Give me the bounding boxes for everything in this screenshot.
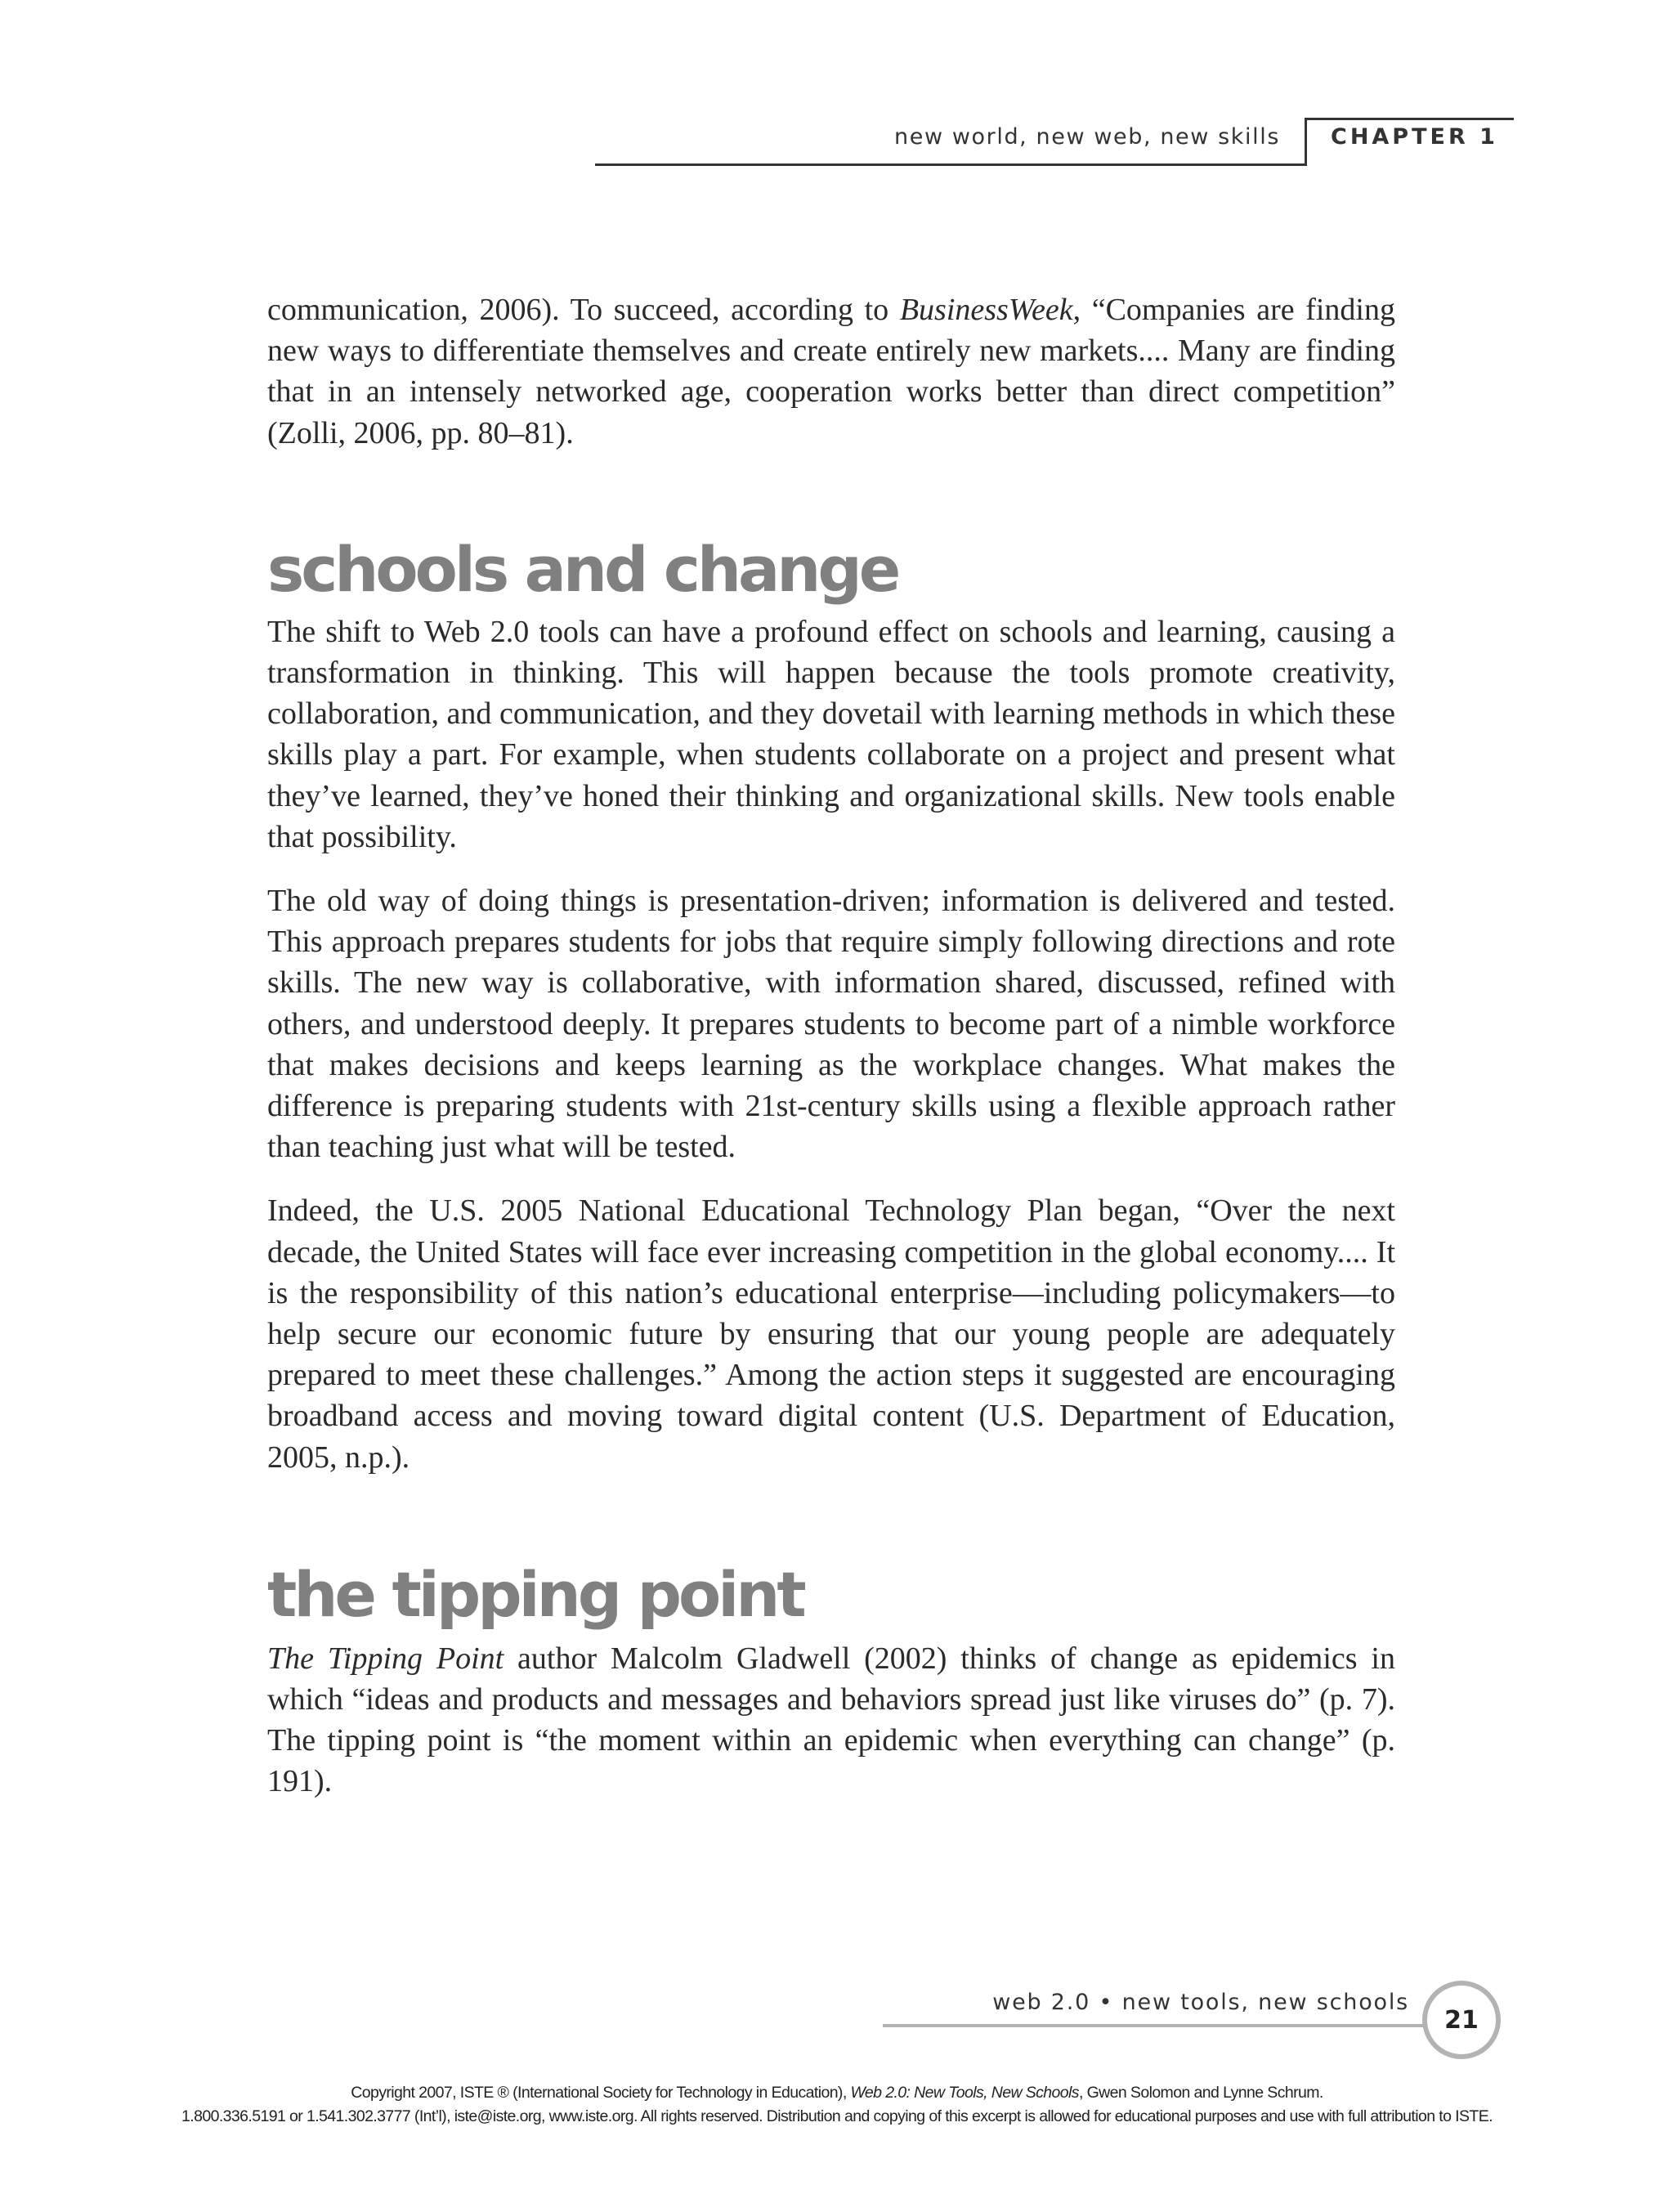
running-footer: [883, 1978, 1520, 2076]
page-body: [267, 289, 1395, 1802]
intro-paragraph: [267, 289, 1395, 454]
paragraph: Indeed, the U.S. 2005 National Educational Technology Plan began, “Over the next decade, the United States will face ever increasing competition in the global economy.... It is the responsibility of this nation’s educational enterprise—including policymakers—to help secure our economic future by ensuring that our young people are adequately prepared to meet these challenges.” Among the action steps it suggested are encouraging broadband access and moving toward digital content (U.S. Department of Education, 2005, n.p.).: [267, 1193, 1395, 1475]
running-foot-title: web 2.0 • new tools, new schools: [992, 1990, 1409, 2015]
copyright-line-1: [0, 2081, 1674, 2105]
running-header: [595, 118, 1514, 167]
copyright-text: Copyright 2007, ISTE ® (International Society for Technology in Education),: [351, 2084, 851, 2102]
footer-rule: [883, 2024, 1426, 2027]
intro-text-2: , “Companies are finding new ways to differentiate themselves and create entirely new markets.... Many are finding that in an intensely networked age, cooperation works better than direct competition” (Zolli, 2006, pp. 80–81).: [267, 293, 1395, 450]
intro-text-1: communication, 2006). To succeed, according to: [267, 293, 900, 327]
paragraph-text: author Malcolm Gladwell (2002) thinks of change as epidemics in which “ideas and products and messages and behaviors spread just like viruses do” (p. 7). The tipping point is “the moment within an epidemic when everything can change” (p. 191).: [267, 1641, 1395, 1799]
intro-italic-title: BusinessWeek: [899, 293, 1073, 327]
copyright-book-title: Web 2.0: New Tools, New Schools: [850, 2084, 1079, 2102]
header-rule: [595, 163, 1306, 166]
header-top-rule: [1305, 118, 1514, 120]
paragraph: The shift to Web 2.0 tools can have a profound effect on schools and learning, causing a transformation in thinking. This will happen because the tools promote creativity, collaboration, and communication, and they dovetail with learning methods in which these skills play a part. For example, when students collaborate on a project and present what they’ve learned, they’ve honed their thinking and organizational skills. New tools enable that possibility.: [267, 614, 1395, 854]
paragraph: The old way of doing things is presentation-driven; information is delivered and tested. This approach prepares students for jobs that require simply following directions and rote skills. The new way is collaborative, with information shared, discussed, refined with others, and understood deeply. It prepares students to become part of a nimble workforce that makes decisions and keeps learning as the workplace changes. What makes the difference is preparing students with 21st-century skills using a flexible approach rather than teaching just what will be tested.: [267, 884, 1395, 1165]
running-head-title: new world, new web, new skills: [894, 124, 1280, 150]
book-title: The Tipping Point: [267, 1641, 504, 1676]
section-heading-schools-and-change: schools and change: [267, 532, 898, 606]
page-number: 21: [1444, 2005, 1479, 2035]
copyright-line-2: 1.800.336.5191 or 1.541.302.3777 (Int’l), iste@iste.org, www.iste.org. All rights reserved. Distribution and copying of this excerpt is allowed for educational purposes and use with full attribution to ISTE.: [181, 2107, 1493, 2125]
header-divider: [1305, 118, 1307, 166]
copyright-authors: , Gwen Solomon and Lynne Schrum.: [1078, 2084, 1323, 2102]
copyright-notice: [0, 2081, 1674, 2129]
chapter-label: CHAPTER 1: [1331, 124, 1498, 150]
paragraph: [267, 1638, 1395, 1802]
section-heading-tipping-point: the tipping point: [267, 1557, 803, 1631]
page-number-badge: [1422, 1981, 1501, 2059]
